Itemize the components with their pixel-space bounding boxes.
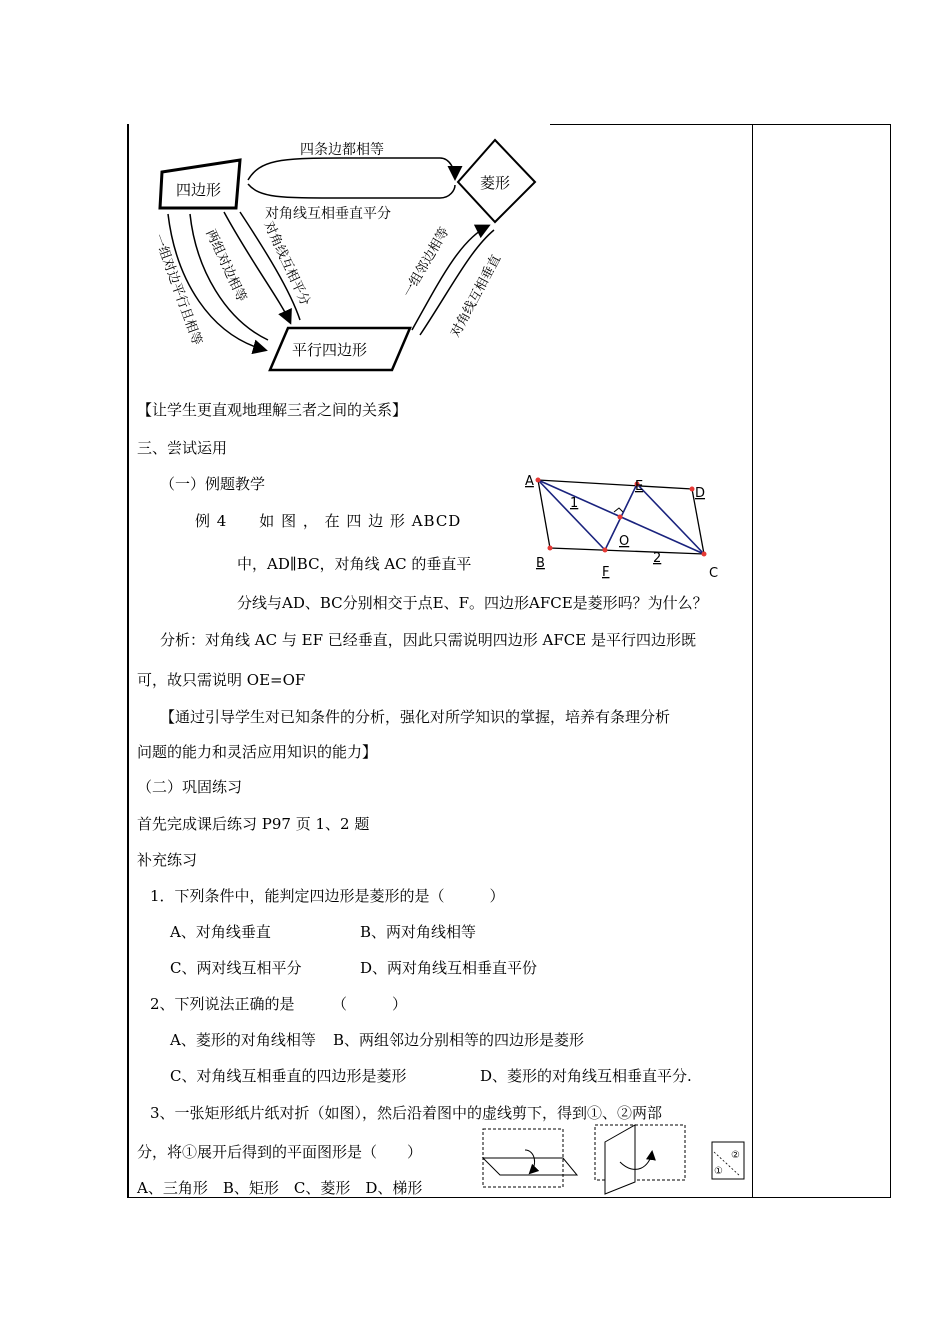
q1-option-d: D、两对角线互相垂直平份 (360, 959, 538, 977)
segment-ec (637, 484, 704, 554)
q3-line-2: 分，将①展开后得到的平面图形是（ ） (137, 1143, 423, 1161)
rhombus-label: 菱形 (480, 174, 511, 192)
table-right-border (890, 124, 891, 1198)
q1-option-b: B、两对角线相等 (360, 923, 477, 941)
analysis-line-2: 可，故只需说明 OE=OF (137, 671, 306, 689)
supplement-heading: 补充练习 (137, 851, 198, 869)
top-arrow-label: 四条边都相等 (300, 142, 384, 158)
left-outer-label: 一组对边平行且相等 (150, 232, 205, 348)
point-f: F (602, 565, 610, 580)
note-guidance-1: 【通过引导学生对已知条件的分析，强化对所学知识的掌握，培养有条理分析 (160, 708, 671, 726)
section-heading-3: 三、尝试运用 (137, 439, 228, 457)
example-figure (520, 470, 730, 585)
folding-figure-2 (590, 1122, 690, 1197)
point-e: E (635, 479, 644, 494)
example-line-3: 分线与AD、BC分别相交于点E、F。四边形AFCE是菱形吗？为什么？ (237, 594, 708, 612)
q1-stem: 1．下列条件中，能判定四边形是菱形的是（ ） (150, 887, 505, 905)
note-guidance-2: 问题的能力和灵活应用知识的能力】 (137, 743, 378, 761)
diag-label: 对角线互相平分 (260, 219, 313, 309)
quad-label: 四边形 (176, 181, 222, 199)
practice-first: 首先完成课后练习 P97 页 1、2 题 (137, 815, 370, 833)
table-top-border (550, 124, 891, 125)
example-line-2: 中，AD∥BC，对角线 AC 的垂直平 (237, 555, 472, 573)
folding-figure-3 (710, 1140, 746, 1182)
point-o: O (619, 534, 630, 549)
analysis-line-1: 分析：对角线 AC 与 EF 已经垂直，因此只需说明四边形 AFCE 是平行四边形既 (160, 631, 696, 649)
point-c: C (709, 566, 719, 581)
top-arrow (248, 158, 455, 180)
q2-option-a: A、菱形的对角线相等 (170, 1031, 316, 1049)
relationship-diagram (140, 130, 550, 380)
q2-option-c: C、对角线互相垂直的四边形是菱形 (170, 1067, 407, 1085)
q2-stem: 2、下列说法正确的是 （ ） (150, 995, 408, 1013)
right-upper-label: 一组邻边相等 (400, 224, 453, 300)
angle-2: 2 (653, 551, 662, 566)
q1-option-c: C、两对线互相平分 (170, 959, 302, 977)
q3-options: A、三角形 B、矩形 C、菱形 D、梯形 (137, 1179, 423, 1197)
right-lower-label: 对角线互相垂直 (448, 252, 505, 340)
note-relationship: 【让学生更直观地理解三者之间的关系】 (137, 401, 408, 419)
folding-figure-1 (480, 1125, 580, 1190)
subheading-example: （一）例题教学 (160, 475, 266, 493)
part-2-label: ② (731, 1150, 740, 1161)
point-a: A (525, 474, 534, 489)
angle-1: 1 (570, 496, 579, 511)
para-label: 平行四边形 (292, 341, 368, 359)
point-b: B (536, 556, 545, 571)
left-inner-label: 两组对边相等 (202, 227, 249, 305)
table-column-divider (752, 124, 753, 1198)
q1-option-a: A、对角线垂直 (170, 923, 271, 941)
point-d: D (695, 486, 706, 501)
example-line-1: 例 4 如 图 ， 在 四 边 形 ABCD (195, 512, 462, 530)
q3-line-1: 3、一张矩形纸片纸对折（如图），然后沿着图中的虚线剪下，得到①、②两部 (150, 1104, 663, 1122)
table-top-left (127, 124, 129, 1198)
q2-option-d: D、菱形的对角线互相垂直平分. (480, 1067, 692, 1085)
q2-option-b: B、两组邻边分别相等的四边形是菱形 (333, 1031, 585, 1049)
subheading-practice: （二）巩固练习 (137, 778, 243, 796)
part-1-label: ① (714, 1166, 723, 1177)
bottom-arrow-label: 对角线互相垂直平分 (265, 206, 391, 222)
